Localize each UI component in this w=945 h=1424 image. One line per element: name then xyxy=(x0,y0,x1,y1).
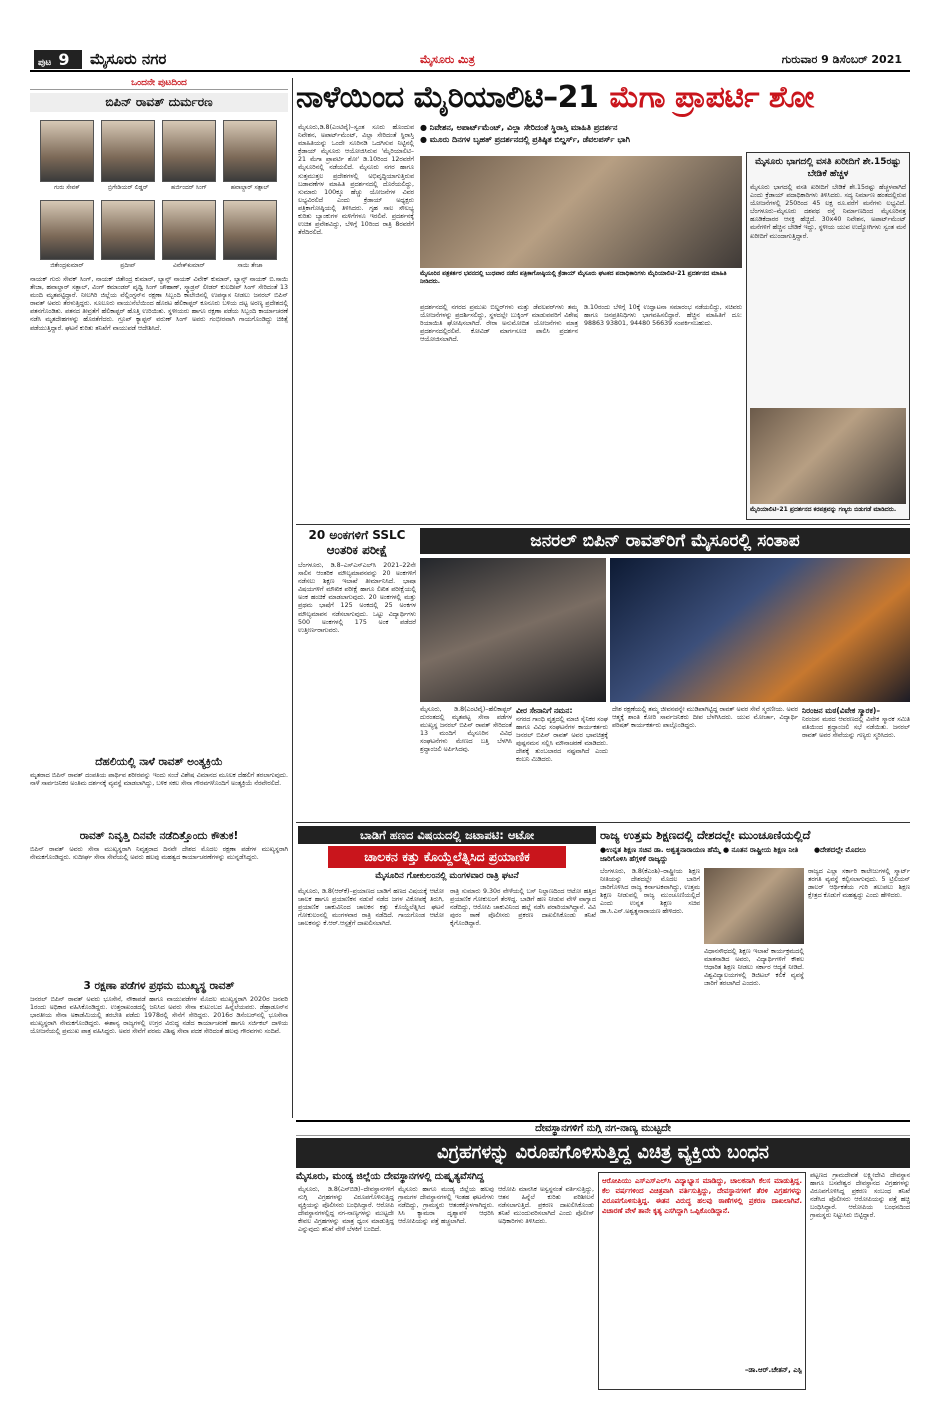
retirement-subhead: ರಾವತ್ ನಿವೃತ್ತಿ ದಿನವೇ ನಡೆದಿತ್ತೊಂದು ಕೌತುಕ! xyxy=(79,830,239,842)
rawat-body-1: ನಾಯಕ್ ಗುರು ಸೇವಕ್ ಸಿಂಗ್, ನಾಯಕ್ ಜಿತೇಂದ್ರ ಕುಮಾರ್, ಲ್ಯಾನ್ಸ್ ನಾಯಕ್ ವಿವೇಕ್ ಕುಮಾರ್, ಲ್ಯಾನ್ಸ್ ನಾಯಕ್ ಬಿ.ಸಾಯಿ ತೇಜಾ, ಹವಾಲ್ದಾರ್ ಸತ್ಪಾಲ್, ವಿಂಗ್ ಕಮಾಂಡರ್ ಪೃಥ್ವಿ ಸಿಂಗ್ ಚೌಹಾಣ್, ಸ್ಕ್ವಾಡ್ರನ್ ಲೀಡರ್ ಕುಲದೀಪ್ ಸಿಂಗ್ ಸೇರಿದಂತೆ 13 ಮಂದಿ ಮೃತಪಟ್ಟಿದ್ದಾರೆ. ನೀಲಗಿರಿ ಜಿಲ್ಲೆಯ ವೆಲ್ಲಿಂಗ್ಟನ್‌ನ ರಕ್ಷಣಾ ಸಿಬ್ಬಂದಿ ಕಾಲೇಜಿನಲ್ಲಿ ಉಪನ್ಯಾಸ ನೀಡಲು ಜನರಲ್ ಬಿಪಿನ್ ರಾವತ್ ಅವರು ತೆರಳುತ್ತಿದ್ದರು. ಸೂಲೂರು ವಾಯುನೆಲೆಯಿಂದ ಹೊರಟ ಹೆಲಿಕಾಪ್ಟರ್ ಕೂನೂರು ಬಳಿಯ ದಟ್ಟ ಅರಣ್ಯ ಪ್ರದೇಶದಲ್ಲಿ ಪತನಗೊಂಡಿತು. ಪತನದ ತೀವ್ರತೆಗೆ ಹೆಲಿಕಾಪ್ಟರ್ ಹೊತ್ತಿ ಉರಿಯಿತು. ಸ್ಥಳೀಯರು ಹಾಗೂ ರಕ್ಷಣಾ ಪಡೆಯ ಸಿಬ್ಬಂದಿ ಕಾರ್ಯಾಚರಣೆ ನಡೆಸಿ ಮೃತದೇಹಗಳನ್ನು ಹೊರತೆಗೆದರು. ಗ್ರೂಪ್ ಕ್ಯಾಪ್ಟನ್ ವರುಣ್ ಸಿಂಗ್ ಅವರು ಗಂಭೀರವಾಗಿ ಗಾಯಗೊಂಡಿದ್ದು ಚಿಕಿತ್ಸೆ ಪಡೆಯುತ್ತಿದ್ದಾರೆ. ಘಟನೆ ಕುರಿತು ತನಿಖೆಗೆ ವಾಯುಪಡೆ ಆದೇಶಿಸಿದೆ. xyxy=(30,276,288,332)
condolence-col-d xyxy=(802,706,910,818)
lead-photo-caption: ಮೈಸೂರಿನ ಪತ್ರಕರ್ತರ ಭವನದಲ್ಲಿ ಬುಧವಾರ ನಡೆದ ಪತ್ರಿಕಾಗೋಷ್ಠಿಯಲ್ಲಿ ಕ್ರೆಡಾಯ್ ಮೈಸೂರು ಘಟಕದ ಪದಾಧಿಕಾರಿಗಳು ಮೈರಿಯಾಲಿಟಿ–21 ಪ್ರದರ್ಶನದ ಮಾಹಿತಿ ನೀಡಿದರು. xyxy=(420,270,727,285)
lead-deck xyxy=(420,122,910,152)
education-body-3: ರಾಜ್ಯದ ಎಲ್ಲಾ ಸರ್ಕಾರಿ ಕಾಲೇಜುಗಳಲ್ಲಿ ಸ್ಮಾರ್ಟ್ ತರಗತಿ ವ್ಯವಸ್ಥೆ ಕಲ್ಪಿಸಲಾಗುವುದು. 5 ಟ್ರಿಲಿಯನ್ ಡಾಲರ್ ಆರ್ಥಿಕತೆಯ ಗುರಿ ತಲುಪಲು ಶಿಕ್ಷಣ ಕ್ಷೇತ್ರದ ಕೊಡುಗೆ ಮಹತ್ವದ್ದು ಎಂದು ಹೇಳಿದರು. xyxy=(808,868,910,900)
auto-kicker: ಮೈಸೂರಿನ ಗೋಕುಲಂನಲ್ಲಿ ಮಂಗಳವಾರ ರಾತ್ರಿ ಘಟನೆ xyxy=(375,871,519,881)
portrait-photo xyxy=(40,120,94,191)
idol-headline: ವಿಗ್ರಹಗಳನ್ನು ವಿರೂಪಗೊಳಿಸುತ್ತಿದ್ದ ವಿಚಿತ್ರ ವ್ಯಕ್ತಿಯ ಬಂಧನ xyxy=(296,1138,910,1168)
idol-body-2: ಮೈಸೂರು ಹಾಗೂ ಮಂಡ್ಯ ಜಿಲ್ಲೆಯ ಹಲವು ಗ್ರಾಮಗಳ ದೇವಸ್ಥಾನಗಳಲ್ಲಿ ಇಂತಹ ಘಟನೆಗಳು ನಡೆದಿದ್ದು, ಗ್ರಾಮಸ್ಥರು ಆತಂಕಕ್ಕೊಳಗಾಗಿದ್ದರು. ಸಿಸಿ ಕ್ಯಾಮರಾ ದೃಶ್ಯಾವಳಿ ಆಧರಿಸಿ ಆರೋಪಿಯನ್ನು ಪತ್ತೆ ಹಚ್ಚಲಾಗಿದೆ. xyxy=(398,1186,494,1226)
idol-body-1: ಮೈಸೂರು, ಡಿ.8(ಎಸ್‌ಬಿಡಿ)–ದೇವಸ್ಥಾನಗಳಿಗೆ ನುಗ್ಗಿ ವಿಗ್ರಹಗಳನ್ನು ವಿರೂಪಗೊಳಿಸುತ್ತಿದ್ದ ವ್ಯಕ್ತಿಯನ್ನು ಪೊಲೀಸರು ಬಂಧಿಸಿದ್ದಾರೆ. ಆರೋಪಿ ದೇವಸ್ಥಾನಗಳಲ್ಲಿದ್ದ ನಗ-ನಾಣ್ಯಗಳನ್ನು ಮುಟ್ಟದೇ ಕೇವಲ ವಿಗ್ರಹಗಳನ್ನು ಮಾತ್ರ ಧ್ವಂಸ ಮಾಡುತ್ತಿದ್ದ ಎನ್ನುವುದು ತನಿಖೆ ವೇಳೆ ಬೆಳಕಿಗೆ ಬಂದಿದೆ. xyxy=(298,1186,394,1234)
condolence-subhead-2: ನಿರಂಜನ ಮಠ(ವಿವೇಕ ಸ್ಮಾರಕ)– xyxy=(802,706,881,715)
lead-headline-red: ಮೆಗಾ ಪ್ರಾಪರ್ಟಿ ಶೋ xyxy=(609,80,814,115)
lead-deck-1: ● ನಿವೇಶನ, ಅಪಾರ್ಟ್‌ಮೆಂಟ್, ವಿಲ್ಲಾ ಸೇರಿದಂತೆ ಸ್ಥಿರಾಸ್ತಿ ಮಾಹಿತಿ ಪ್ರದರ್ಶನ xyxy=(420,123,618,132)
section-name: ಮೈಸೂರು ನಗರ xyxy=(90,50,167,68)
auto-body-2: ರಾತ್ರಿ ಸುಮಾರು 9.30ರ ವೇಳೆಯಲ್ಲಿ ಬಸ್ ನಿಲ್ದಾಣದಿಂದ ಆಟೋ ಹತ್ತಿದ ಪ್ರಯಾಣಿಕ ಗೋಕುಲಂಗೆ ತೆರಳಿದ್ದ. ಬಾಡಿಗೆ ಹಣ ನೀಡುವ ವೇಳೆ ವಾಗ್ವಾದ ನಡೆದಿದ್ದು, ಆರೋಪಿ ಚಾಕುವಿನಿಂದ ಹಲ್ಲೆ ನಡೆಸಿ ಪರಾರಿಯಾಗಿದ್ದಾನೆ. ವಿವಿ ಪುರಂ ಠಾಣೆ ಪೊಲೀಸರು ಪ್ರಕರಣ ದಾಖಲಿಸಿಕೊಂಡು ತನಿಖೆ ಕೈಗೊಂಡಿದ್ದಾರೆ. xyxy=(450,888,596,928)
portrait-photo xyxy=(40,200,94,269)
housing-demand-body: ಮೈಸೂರು ಭಾಗದಲ್ಲಿ ವಸತಿ ಖರೀದಿಗೆ ಬೇಡಿಕೆ ಶೇ.15ರಷ್ಟು ಹೆಚ್ಚಳವಾಗಿದೆ ಎಂದು ಕ್ರೆಡಾಯ್ ಪದಾಧಿಕಾರಿಗಳು ತಿಳಿಸಿದರು. ಸದ್ಯ ನಿರ್ಮಾಣ ಹಂತದಲ್ಲಿರುವ ಯೋಜನೆಗಳಲ್ಲಿ 250ರಿಂದ 45 ಲಕ್ಷ ರೂ.ವರೆಗೆ ಮನೆಗಳು ಲಭ್ಯವಿದೆ. ಬೆಂಗಳೂರು–ಮೈಸೂರು ದಶಪಥ ರಸ್ತೆ ನಿರ್ಮಾಣದಿಂದ ಮೈಸೂರಿನತ್ತ ಹೂಡಿಕೆದಾರರ ಆಸಕ್ತಿ ಹೆಚ್ಚಿದೆ. 30x40 ನಿವೇಶನ, ಅಪಾರ್ಟ್‌ಮೆಂಟ್ ಮನೆಗಳಿಗೆ ಹೆಚ್ಚಿನ ಬೇಡಿಕೆ ಇದ್ದು, ಸ್ಥಳೀಯ ಯುವ ಉದ್ಯೋಗಿಗಳು ಸ್ವಂತ ಮನೆ ಖರೀದಿಗೆ ಮುಂದಾಗುತ್ತಿದ್ದಾರೆ. xyxy=(750,184,906,240)
idol-subhead: ಮೈಸೂರು, ಮಂಡ್ಯ ಜಿಲ್ಲೆಯ ದೇವಸ್ಥಾನಗಳಲ್ಲಿ ದುಷ್ಕೃತ್ಯವೆಸಗಿದ್ದ xyxy=(296,1171,484,1182)
minister-photo xyxy=(704,868,804,944)
portrait-photo xyxy=(223,200,277,269)
page-label: ಪುಟ xyxy=(38,58,52,68)
condolence-col-b xyxy=(516,706,608,818)
education-story xyxy=(600,826,910,1116)
page-number: 9 xyxy=(58,50,70,69)
sslc-story xyxy=(298,528,416,818)
portrait-caption: ಪ್ರದೀಪ್ xyxy=(120,262,136,269)
rawat-condolence-title: ಜನರಲ್ ಬಿಪಿನ್ ರಾವತ್‌ರಿಗೆ ಮೈಸೂರಲ್ಲಿ ಸಂತಾಪ xyxy=(420,528,910,554)
lead-headline-black: ನಾಳೆಯಿಂದ ಮೈರಿಯಾಲಿಟಿ–21 xyxy=(296,80,599,115)
lead-headline xyxy=(296,78,910,120)
sslc-body: ಬೆಂಗಳೂರು, ಡಿ.8–ಎಸ್‌ಎಸ್‌ಎಲ್‌ಸಿ 2021–22ನೇ ಸಾಲಿನ ಆಂತರಿಕ ಮೌಲ್ಯಮಾಪನವನ್ನು 20 ಅಂಕಗಳಿಗೆ ನಡೆಸಲು ಶಿಕ್ಷಣ ಇಲಾಖೆ ತೀರ್ಮಾನಿಸಿದೆ. ಭಾಷಾ ವಿಷಯಗಳಿಗೆ ಮೌಖಿಕ ಪರೀಕ್ಷೆ ಹಾಗೂ ಲಿಖಿತ ಪರೀಕ್ಷೆಯಲ್ಲಿ ಅಂಕ ಹಂಚಿಕೆ ಮಾಡಲಾಗುವುದು. 20 ಅಂಕಗಳಲ್ಲಿ ಮತ್ತು ಪ್ರಥಮ ಭಾಷೆಗೆ 125 ಅಂಕದಲ್ಲಿ 25 ಅಂಕಗಳ ಮೌಲ್ಯಮಾಪನ ನಡೆಸಲಾಗುವುದು. ಒಟ್ಟು ವಿದ್ಯಾರ್ಥಿಗಳು 500 ಅಂಕಗಳಲ್ಲಿ 175 ಅಂಕ ಪಡೆದರೆ ಉತ್ತೀರ್ಣರಾಗುವರು. xyxy=(298,562,416,634)
lead-body-mid: ಪ್ರದರ್ಶನದಲ್ಲಿ ನಗರದ ಪ್ರಮುಖ ಬಿಲ್ಡರ್‌ಗಳು ಮತ್ತು ಡೆವಲಪರ್‌ಗಳು ತಮ್ಮ ಯೋಜನೆಗಳನ್ನು ಪ್ರದರ್ಶಿಸಲಿದ್ದು, ಸ್ಥಳದಲ್ಲೇ ಬುಕ್ಕಿಂಗ್ ಮಾಡುವವರಿಗೆ ವಿಶೇಷ ರಿಯಾಯಿತಿ ಘೋಷಿಸಲಾಗಿದೆ. ರೇರಾ ಅನುಮೋದಿತ ಯೋಜನೆಗಳು ಮಾತ್ರ ಪ್ರದರ್ಶನದಲ್ಲಿರಲಿವೆ. ಕೋವಿಡ್ ಮಾರ್ಗಸೂಚಿ ಪಾಲಿಸಿ ಪ್ರದರ್ಶನ ಆಯೋಜಿಸಲಾಗಿದೆ. xyxy=(420,304,578,344)
portrait-caption: ಹವಾಲ್ದಾರ್ ಸತ್ಪಾಲ್ xyxy=(230,184,270,191)
portrait-photo xyxy=(223,120,277,191)
page-number-box xyxy=(34,50,82,69)
cds-subhead: 3 ರಕ್ಷಣಾ ಪಡೆಗಳ ಪ್ರಥಮ ಮುಖ್ಯಸ್ಥ ರಾವತ್ xyxy=(83,980,235,992)
education-body-2: ವಿಧಾನಸೌಧದಲ್ಲಿ ಶಿಕ್ಷಣ ಇಲಾಖೆ ಕಾರ್ಯಕ್ರಮದಲ್ಲಿ ಮಾತನಾಡಿದ ಅವರು, ವಿದ್ಯಾರ್ಥಿಗಳಿಗೆ ಕೌಶಲ ಆಧಾರಿತ ಶಿಕ್ಷಣ ನೀಡಲು ಸರ್ಕಾರ ಆದ್ಯತೆ ನೀಡಿದೆ. ವಿಶ್ವವಿದ್ಯಾಲಯಗಳಲ್ಲಿ ಡಿಜಿಟಲ್ ಕಲಿಕೆ ವ್ಯವಸ್ಥೆ ಜಾರಿಗೆ ತರಲಾಗಿದೆ ಎಂದರು. xyxy=(704,948,804,988)
portrait-caption: ಹರ್ಜಿಂದರ್ ಸಿಂಗ್ xyxy=(171,184,207,191)
lead-press-meet-photo xyxy=(420,156,742,268)
education-deck-right: ●ದೇಶದಲ್ಲೇ ಮೊದಲು xyxy=(814,846,866,854)
column-divider xyxy=(292,78,293,1118)
portraits-row-2 xyxy=(40,200,280,278)
portrait-caption: ವಿವೇಕ್‌ಕುಮಾರ್ xyxy=(173,262,205,269)
condolence-subhead: ವೀರ ಸೇನಾನಿಗೆ ನಮನ: xyxy=(516,706,573,715)
lead-body-right: ಡಿ.10ರಂದು ಬೆಳಿಗ್ಗೆ 10ಕ್ಕೆ ಉದ್ಘಾಟನಾ ಸಮಾರಂಭ ನಡೆಯಲಿದ್ದು, ಸಚಿವರು ಹಾಗೂ ಜನಪ್ರತಿನಿಧಿಗಳು ಭಾಗವಹಿಸಲಿದ್ದಾರೆ. ಹೆಚ್ಚಿನ ಮಾಹಿತಿಗೆ ದೂ: 98863 93801, 94480 56639 ಸಂಪರ್ಕಿಸಬಹುದು. xyxy=(584,304,742,328)
issue-date: ಗುರುವಾರ 9 ಡಿಸೆಂಬರ್ 2021 xyxy=(781,53,902,66)
housing-photo-caption: ಮೈರಿಯಾಲಿಟಿ–21 ಪ್ರದರ್ಶನದ ಕರಪತ್ರವನ್ನು ಗಣ್ಯರು ಬಿಡುಗಡೆ ಮಾಡಿದರು. xyxy=(750,506,897,513)
portrait-photo xyxy=(162,120,216,191)
lead-deck-2: ● ಮೂರು ದಿನಗಳ ಬೃಹತ್ ಪ್ರದರ್ಶನದಲ್ಲಿ ಪ್ರತಿಷ್ಠಿತ ಬಿಲ್ಡರ್ಸ್, ಡೆವಲಪರ್ಸ್ ಭಾಗಿ xyxy=(420,135,631,144)
idol-kicker: ದೇವಸ್ಥಾನಗಳಿಗೆ ನುಗ್ಗಿ ನಗ-ನಾಣ್ಯ ಮುಟ್ಟದೇ xyxy=(296,1120,910,1136)
condolence-body-d: ನಿರಂಜನ ಮಠದ ಆವರಣದಲ್ಲಿ ವಿವೇಕ ಸ್ಮಾರಕ ಸಮಿತಿ ವತಿಯಿಂದ ಶ್ರದ್ಧಾಂಜಲಿ ಸಭೆ ನಡೆಯಿತು. ಜನರಲ್ ರಾವತ್ ಅವರ ಸೇವೆಯನ್ನು ಗಣ್ಯರು ಸ್ಮರಿಸಿದರು. xyxy=(802,716,910,740)
auto-story xyxy=(298,826,596,1116)
idol-body-4: ಪಟ್ಟಣದ ಗ್ರಾಮದೇವತೆ ಲಕ್ಷ್ಮೀದೇವಿ ದೇವಸ್ಥಾನ ಹಾಗೂ ಬಸವೇಶ್ವರ ದೇವಸ್ಥಾನದ ವಿಗ್ರಹಗಳನ್ನು ವಿರೂಪಗೊಳಿಸಿದ್ದ ಪ್ರಕರಣ ಸಂಬಂಧ ತನಿಖೆ ನಡೆಸಿದ ಪೊಲೀಸರು ಆರೋಪಿಯನ್ನು ಪತ್ತೆ ಹಚ್ಚಿ ಬಂಧಿಸಿದ್ದಾರೆ. ಆರೋಪಿಯ ಬಂಧನದಿಂದ ಗ್ರಾಮಸ್ಥರು ನಿಟ್ಟುಸಿರು ಬಿಟ್ಟಿದ್ದಾರೆ. xyxy=(810,1172,910,1220)
continued-kicker: ಒಂದನೇ ಪುಟದಿಂದ xyxy=(30,78,288,90)
education-title: ರಾಜ್ಯ ಉತ್ತಮ ಶಿಕ್ಷಣದಲ್ಲಿ ದೇಶದಲ್ಲೇ ಮುಂಚೂಣಿಯಲ್ಲಿದೆ xyxy=(600,828,811,842)
section-divider xyxy=(296,822,910,823)
retirement-body: ಬಿಪಿನ್ ರಾವತ್ ಅವರು ಸೇನಾ ಮುಖ್ಯಸ್ಥರಾಗಿ ನಿವೃತ್ತರಾದ ದಿನವೇ ದೇಶದ ಮೊದಲ ರಕ್ಷಣಾ ಪಡೆಗಳ ಮುಖ್ಯಸ್ಥರಾಗಿ ನೇಮಕಗೊಂಡಿದ್ದರು. ಸುದೀರ್ಘ ಸೇನಾ ಸೇವೆಯಲ್ಲಿ ಅವರು ಹಲವು ಮಹತ್ವದ ಕಾರ್ಯಾಚರಣೆಗಳನ್ನು ಮುನ್ನಡೆಸಿದ್ದರು. xyxy=(30,846,288,862)
idol-sp-sign: –ಡಾ.ಆರ್.ಚೇತನ್, ಎಸ್ಪಿ xyxy=(744,1366,802,1374)
condolence-body-c: ದೇಶ ರಕ್ಷಣೆಯಲ್ಲಿ ತಮ್ಮ ಜೀವನವನ್ನೇ ಮುಡಿಪಾಗಿಟ್ಟಿದ್ದ ರಾವತ್ ಅವರ ಸೇವೆ ಸ್ಮರಣೀಯ. ಅವರ ಆತ್ಮಕ್ಕೆ ಶಾಂತಿ ಕೋರಿ ಸಾರ್ವಜನಿಕರು ದೀಪ ಬೆಳಗಿಸಿದರು. ಯುವ ಮೋರ್ಚಾ, ವಿದ್ಯಾರ್ಥಿ ಪರಿಷತ್ ಕಾರ್ಯಕರ್ತರು ಪಾಲ್ಗೊಂಡಿದ್ದರು. xyxy=(612,706,798,730)
condolence-photo-right xyxy=(610,558,910,702)
funeral-body: ಮೃತರಾದ ಬಿಪಿನ್ ರಾವತ್ ದಂಪತಿಯ ಪಾರ್ಥಿವ ಶರೀರವನ್ನು ಇಂದು ಸಂಜೆ ವಿಶೇಷ ವಿಮಾನದ ಮೂಲಕ ದೆಹಲಿಗೆ ತರಲಾಗುವುದು. ನಾಳೆ ಸಾರ್ವಜನಿಕರ ಅಂತಿಮ ದರ್ಶನಕ್ಕೆ ವ್ಯವಸ್ಥೆ ಮಾಡಲಾಗಿದ್ದು, ಬಳಿಕ ಸಕಲ ಸೇನಾ ಗೌರವಗಳೊಂದಿಗೆ ಅಂತ್ಯಕ್ರಿಯೆ ನೆರವೇರಲಿದೆ. xyxy=(30,772,288,788)
idol-body-3: ಆರೋಪಿ ಮಾನಸಿಕ ಅಸ್ವಸ್ಥನಂತೆ ವರ್ತಿಸುತ್ತಿದ್ದು, ಆತನ ಹಿನ್ನೆಲೆ ಕುರಿತು ಪರಿಶೀಲನೆ ನಡೆಸಲಾಗುತ್ತಿದೆ. ಪ್ರಕರಣ ದಾಖಲಿಸಿಕೊಂಡು ತನಿಖೆ ಮುಂದುವರಿಸಲಾಗಿದೆ ಎಂದು ಪೊಲೀಸ್ ಅಧಿಕಾರಿಗಳು ತಿಳಿಸಿದರು. xyxy=(498,1186,594,1226)
condolence-photo-left xyxy=(420,558,606,702)
sslc-title-2: ಆಂತರಿಕ ಪರೀಕ್ಷೆ xyxy=(326,543,388,557)
funeral-subhead: ದೆಹಲಿಯಲ್ಲಿ ನಾಳೆ ರಾವತ್ ಅಂತ್ಯಕ್ರಿಯೆ xyxy=(95,756,223,768)
auto-body-1: ಮೈಸೂರು, ಡಿ.8(ಆರ್‌ಕೆ)–ಪ್ರಯಾಣದ ಬಾಡಿಗೆ ಹಣದ ವಿಷಯಕ್ಕೆ ಆಟೋ ಚಾಲಕ ಹಾಗೂ ಪ್ರಯಾಣಿಕನ ನಡುವೆ ನಡೆದ ಜಗಳ ವಿಕೋಪಕ್ಕೆ ತಿರುಗಿ, ಪ್ರಯಾಣಿಕ ಚಾಕುವಿನಿಂದ ಚಾಲಕನ ಕತ್ತು ಕೊಯ್ದೆಲೆತ್ನಿಸಿದ ಘಟನೆ ಗೋಕುಲಂನಲ್ಲಿ ಮಂಗಳವಾರ ರಾತ್ರಿ ನಡೆದಿದೆ. ಗಾಯಗೊಂಡ ಆಟೋ ಚಾಲಕನನ್ನು ಕೆ.ಆರ್.ಆಸ್ಪತ್ರೆಗೆ ದಾಖಲಿಸಲಾಗಿದೆ. xyxy=(298,888,444,928)
section-divider xyxy=(296,524,910,525)
portrait-photo xyxy=(101,200,155,269)
idol-sp-quote-box xyxy=(598,1172,806,1390)
housing-demand-box xyxy=(746,152,910,520)
condolence-body-a: ಮೈಸೂರು, ಡಿ.8(ಎಂಟಿವೈ)–ಹೆಲಿಕಾಪ್ಟರ್ ದುರಂತದಲ್ಲಿ ಮೃತಪಟ್ಟ ಸೇನಾ ಪಡೆಗಳ ಮುಖ್ಯಸ್ಥ ಜನರಲ್ ಬಿಪಿನ್ ರಾವತ್ ಸೇರಿದಂತೆ 13 ಮಂದಿಗೆ ಮೈಸೂರಿನ ವಿವಿಧ ಸಂಘಟನೆಗಳು ಮೇಣದ ಬತ್ತಿ ಬೆಳಗಿಸಿ ಶ್ರದ್ಧಾಂಜಲಿ ಅರ್ಪಿಸಿದವು. xyxy=(420,706,512,754)
auto-title-2: ಚಾಲಕನ ಕತ್ತು ಕೊಯ್ದೆಲೆತ್ನಿಸಿದ ಪ್ರಯಾಣಿಕ xyxy=(328,846,566,868)
education-body-1: ಬೆಂಗಳೂರು, ಡಿ.8(ಕೆಎಂಶಿ)–ರಾಷ್ಟ್ರೀಯ ಶಿಕ್ಷಣ ನೀತಿಯನ್ನು ದೇಶದಲ್ಲೇ ಮೊದಲ ಬಾರಿಗೆ ಜಾರಿಗೊಳಿಸಿದ ರಾಜ್ಯ ಕರ್ನಾಟಕವಾಗಿದ್ದು, ಉತ್ತಮ ಶಿಕ್ಷಣ ನೀಡುವಲ್ಲಿ ರಾಜ್ಯ ಮುಂಚೂಣಿಯಲ್ಲಿದೆ ಎಂದು ಉನ್ನತ ಶಿಕ್ಷಣ ಸಚಿವ ಡಾ.ಸಿ.ಎನ್.ಅಶ್ವತ್ಥನಾರಾಯಣ ಹೇಳಿದರು. xyxy=(600,868,700,916)
portrait-photo xyxy=(162,200,216,269)
housing-leaflet-photo xyxy=(750,408,906,504)
portrait-caption: ಗುರು ಸೇವಕ್ xyxy=(54,184,80,191)
condolence-body-b: ನಗರದ ಗಾಂಧಿ ವೃತ್ತದಲ್ಲಿ ಮಾಜಿ ಸೈನಿಕರ ಸಂಘ ಹಾಗೂ ವಿವಿಧ ಸಂಘಟನೆಗಳ ಕಾರ್ಯಕರ್ತರು ಜನರಲ್ ಬಿಪಿನ್ ರಾವತ್ ಅವರ ಭಾವಚಿತ್ರಕ್ಕೆ ಪುಷ್ಪನಮನ ಸಲ್ಲಿಸಿ ಮೌನಾಚರಣೆ ಮಾಡಿದರು. ದೇಶಕ್ಕೆ ತುಂಬಲಾರದ ನಷ್ಟವಾಗಿದೆ ಎಂದು ಕಂಬನಿ ಮಿಡಿದರು. xyxy=(516,716,608,764)
cds-body: ಜನರಲ್ ಬಿಪಿನ್ ರಾವತ್ ಅವರು ಭೂಸೇನೆ, ನೌಕಾಪಡೆ ಹಾಗೂ ವಾಯುಪಡೆಗಳ ಮೊದಲ ಮುಖ್ಯಸ್ಥರಾಗಿ 2020ರ ಜನವರಿ 1ರಂದು ಅಧಿಕಾರ ವಹಿಸಿಕೊಂಡಿದ್ದರು. ಉತ್ತರಾಖಂಡದಲ್ಲಿ ಜನಿಸಿದ ಅವರು ಸೇನಾ ಕುಟುಂಬದ ಹಿನ್ನೆಲೆಯವರು. ಡೆಹ್ರಾಡೂನ್‌ನ ಭಾರತೀಯ ಸೇನಾ ಅಕಾಡೆಮಿಯಲ್ಲಿ ತರಬೇತಿ ಪಡೆದು 1978ರಲ್ಲಿ ಸೇನೆಗೆ ಸೇರಿದ್ದರು. 2016ರ ಡಿಸೆಂಬರ್‌ನಲ್ಲಿ ಭೂಸೇನಾ ಮುಖ್ಯಸ್ಥರಾಗಿ ನೇಮಕಗೊಂಡಿದ್ದರು. ಈಶಾನ್ಯ ರಾಜ್ಯಗಳಲ್ಲಿ ಉಗ್ರರ ವಿರುದ್ಧ ನಡೆದ ಕಾರ್ಯಾಚರಣೆ ಹಾಗೂ ಸರ್ಜಿಕಲ್ ದಾಳಿಯ ಯೋಜನೆಯಲ್ಲಿ ಪ್ರಮುಖ ಪಾತ್ರ ವಹಿಸಿದ್ದರು. ಅವರ ಸೇವೆಗೆ ಪರಮ ವಿಶಿಷ್ಟ ಸೇವಾ ಪದಕ ಸೇರಿದಂತೆ ಹಲವು ಗೌರವಗಳು ಸಂದಿವೆ. xyxy=(30,996,288,1036)
portrait-caption: ಜಿತೇಂದ್ರಕುಮಾರ್ xyxy=(50,262,84,269)
idol-sp-quote: ಆರೋಪಿಯು ಎಸ್‌ಎಸ್‌ಎಲ್‌ಸಿ ವಿದ್ಯಾಭ್ಯಾಸ ಮಾಡಿದ್ದು, ಚಾಲಕನಾಗಿ ಕೆಲಸ ಮಾಡುತ್ತಿದ್ದ. ಕೆಲ ವರ್ಷಗಳಿಂದ ವಿಚಿತ್ರವಾಗಿ ವರ್ತಿಸುತ್ತಿದ್ದು, ದೇವಸ್ಥಾನಗಳಿಗೆ ತೆರಳಿ ವಿಗ್ರಹಗಳನ್ನು ವಿರೂಪಗೊಳಿಸುತ್ತಿದ್ದ. ಈತನ ವಿರುದ್ಧ ಹಲವು ಠಾಣೆಗಳಲ್ಲಿ ಪ್ರಕರಣ ದಾಖಲಾಗಿವೆ. ವಿಚಾರಣೆ ವೇಳೆ ತಾನೇ ಕೃತ್ಯ ಎಸಗಿದ್ದಾಗಿ ಒಪ್ಪಿಕೊಂಡಿದ್ದಾನೆ. xyxy=(602,1177,802,1215)
education-deck-left: ●ಉನ್ನತ ಶಿಕ್ಷಣ ಸಚಿವ ಡಾ. ಅಶ್ವತ್ಥನಾರಾಯಣ ಹೆಮ್ಮೆ ● ನೂತನ ರಾಷ್ಟ್ರೀಯ ಶಿಕ್ಷಣ ನೀತಿ ಜಾರಿಗೊಳಿಸಿ ಹೆಗ್ಗಳಿಕೆ ರಾಜ್ಯದ್ದು xyxy=(600,846,799,863)
portraits-row-1 xyxy=(40,120,280,198)
portrait-caption: ಸಾಯಿ ತೇಜಾ xyxy=(237,262,263,269)
housing-demand-title: ಮೈಸೂರು ಭಾಗದಲ್ಲಿ ವಸತಿ ಖರೀದಿಗೆ ಶೇ.15ರಷ್ಟು ಬೇಡಿಕೆ ಹೆಚ್ಚಳ xyxy=(755,157,901,179)
rawat-death-title: ಬಿಪಿನ್ ರಾವತ್ ದುರ್ಮರಣ xyxy=(30,93,288,112)
portrait-photo xyxy=(101,120,155,191)
portrait-caption: ಬ್ರಿಗೇಡಿಯರ್ ಲಿಡ್ಡರ್ xyxy=(107,184,149,191)
auto-title-1: ಬಾಡಿಗೆ ಹಣದ ವಿಷಯದಲ್ಲಿ ಜಟಾಪಟಿ: ಆಟೋ xyxy=(298,826,596,844)
sslc-title-1: 20 ಅಂಕಗಳಿಗೆ SSLC xyxy=(308,528,406,542)
masthead: ಮೈಸೂರು ಮಿತ್ರ xyxy=(420,53,475,66)
page-header xyxy=(30,50,910,72)
lead-body-left: ಮೈಸೂರು,ಡಿ.8(ಎಂಟಿವೈ)–ಸ್ವಂತ ಸೂರು ಹೊಂದುವ ನಿವೇಶನ, ಅಪಾರ್ಟ್‌ಮೆಂಟ್, ವಿಲ್ಲಾ ಸೇರಿದಂತೆ ಸ್ಥಿರಾಸ್ತಿ ಮಾಹಿತಿಯನ್ನು ಒಂದೇ ಸೂರಿನಡಿ ಒದಗಿಸುವ ನಿಟ್ಟಿನಲ್ಲಿ ಕ್ರೆಡಾಯ್ ಮೈಸೂರು ಆಯೋಜಿಸಿರುವ 'ಮೈರಿಯಾಲಿಟಿ–21 ಮೆಗಾ ಪ್ರಾಪರ್ಟಿ ಶೋ' ಡಿ.10ರಿಂದ 12ರವರೆಗೆ ಮೈಸೂರಿನಲ್ಲಿ ನಡೆಯಲಿದೆ. ಮೈಸೂರು ನಗರ ಹಾಗೂ ಸುತ್ತಮುತ್ತಲ ಪ್ರದೇಶಗಳಲ್ಲಿ ಅಭಿವೃದ್ಧಿಯಾಗುತ್ತಿರುವ ಬಡಾವಣೆಗಳ ಮಾಹಿತಿ ಪ್ರದರ್ಶನದಲ್ಲಿ ದೊರೆಯಲಿದ್ದು, ಸುಮಾರು 100ಕ್ಕೂ ಹೆಚ್ಚು ಯೋಜನೆಗಳ ವಿವರ ಲಭ್ಯವಿರಲಿದೆ ಎಂದು ಕ್ರೆಡಾಯ್ ಅಧ್ಯಕ್ಷರು ಪತ್ರಿಕಾಗೋಷ್ಠಿಯಲ್ಲಿ ತಿಳಿಸಿದರು. ಗೃಹ ಸಾಲ ಸೌಲಭ್ಯ ಕುರಿತು ಬ್ಯಾಂಕುಗಳ ಮಳಿಗೆಗಳೂ ಇರಲಿವೆ. ಪ್ರದರ್ಶನಕ್ಕೆ ಉಚಿತ ಪ್ರವೇಶವಿದ್ದು, ಬೆಳಿಗ್ಗೆ 10ರಿಂದ ರಾತ್ರಿ 8ರವರೆಗೆ ತೆರೆದಿರಲಿದೆ. xyxy=(298,124,414,237)
left-column xyxy=(30,78,288,1118)
